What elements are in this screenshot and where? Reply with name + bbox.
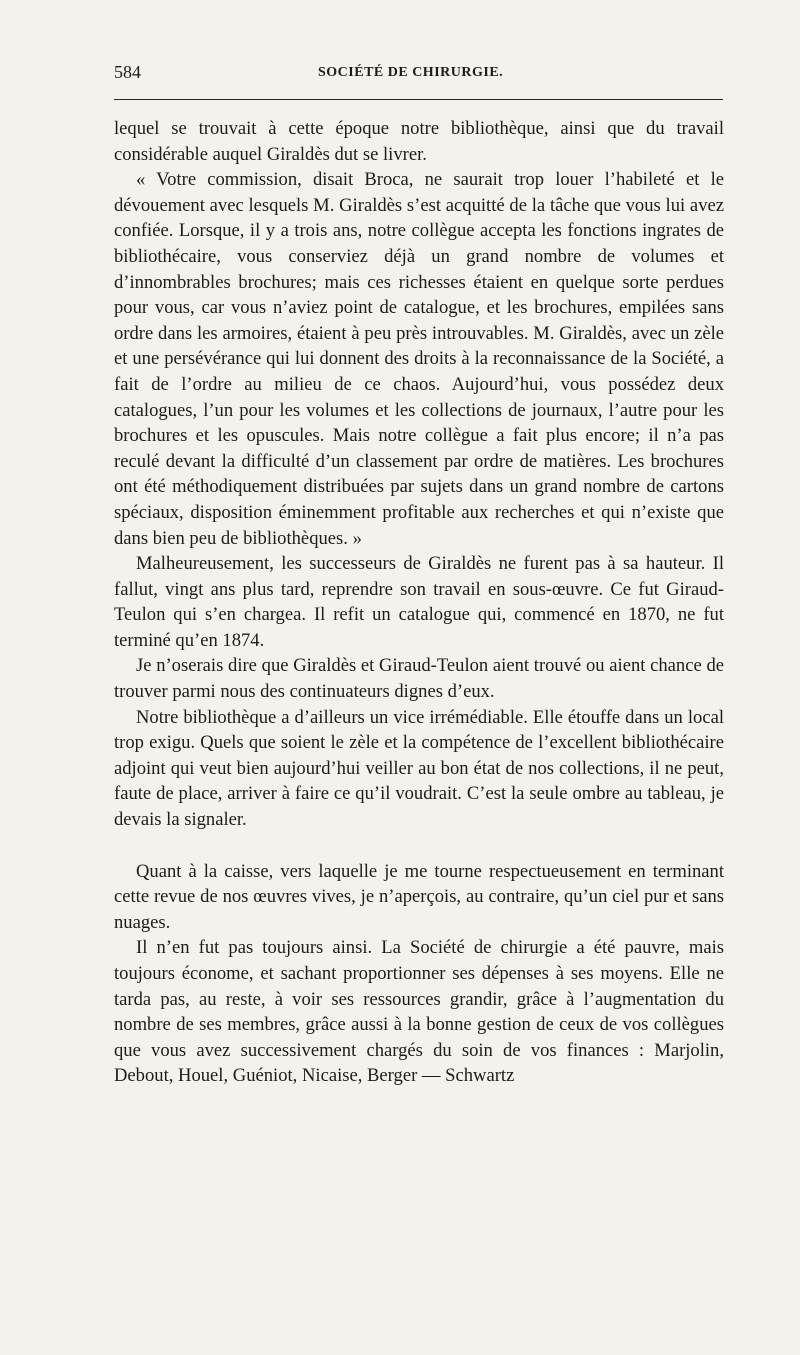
body-text [114,116,724,1089]
paragraph-broca-quote: « Votre commission, disait Broca, ne saurait trop louer l’habileté et le dévouement avec lesquels M. Giraldès s’est acquitté de la tâche que vous lui avez confiée. Lorsque, il y a trois ans, notre collègue accepta les fonctions ingrates de bibliothécaire, vous conserviez déjà un grand nombre de volumes et d’innombrables brochures; mais ces richesses étaient en quelque sorte perdues pour vous, car vous n’aviez point de catalogue, et les brochures, empilées sans ordre dans les armoires, étaient à peu près introuvables. M. Giraldès, avec un zèle et une persévérance qui lui donnent des droits à la reconnaissance de la Société, a fait de l’ordre au milieu de ce chaos. Aujourd’hui, vous possédez deux catalogues, l’un pour les volumes et les collections de journaux, l’autre pour les brochures et les opuscules. Mais notre collègue a fait plus encore; il n’a pas reculé devant la difficulté d’un classement par ordre de matières. Les brochures ont été méthodiquement distribuées par sujets dans un grand nombre de cartons spéciaux, disposition éminemment profitable aux recherches et qui n’existe que dans bien peu de bibliothèques. » [114,169,724,549]
paragraph-successors: Malheureusement, les successeurs de Giraldès ne furent pas à sa hauteur. Il fallut, vingt ans plus tard, reprendre son travail en sous-œuvre. Ce fut Giraud-Teulon qui s’en chargea. Il refit un catalogue qui, commencé en 1870, ne fut terminé qu’en 1874. [114,553,724,651]
paragraph-continuation: lequel se trouvait à cette époque notre bibliothèque, ainsi que du travail considérable auquel Giraldès dut se livrer. [114,118,724,165]
paragraph-finances: Il n’en fut pas toujours ainsi. La Société de chirurgie a été pauvre, mais toujours économe, et sachant proportionner ses dépenses à ses moyens. Elle ne tarda pas, au reste, à voir ses ressources grandir, grâce à l’augmentation du nombre de ses membres, grâce aussi à la bonne gestion de ceux de vos collègues que vous avez successivement chargés du soin de vos finances : Marjolin, Debout, Houel, Guéniot, Nicaise, Berger — Schwartz [114,937,724,1087]
paragraph-library-vice: Notre bibliothèque a d’ailleurs un vice irrémédiable. Elle étouffe dans un local trop exigu. Quels que soient le zèle et la compétence de l’excellent bibliothécaire adjoint qui veut bien aujourd’hui veiller au bon état de nos collections, il ne peut, faute de place, arriver à faire ce qu’il voudrait. C’est la seule ombre au tableau, je devais la signaler. [114,706,724,831]
paragraph-treasury: Quant à la caisse, vers laquelle je me tourne respectueusement en terminant cette revue de nos œuvres vives, je n’aperçois, au contraire, qu’un ciel pur et sans nuages. [114,860,724,933]
paragraph-continuators: Je n’oserais dire que Giraldès et Giraud-Teulon aient trouvé ou aient chance de trouver parmi nous des continuateurs dignes d’eux. [114,655,724,703]
page-number: 584 [114,62,141,82]
running-head [114,62,724,86]
journal-title: SOCIÉTÉ DE CHIRURGIE. [318,65,504,80]
section-spacer [114,833,724,859]
header-rule [114,99,723,100]
